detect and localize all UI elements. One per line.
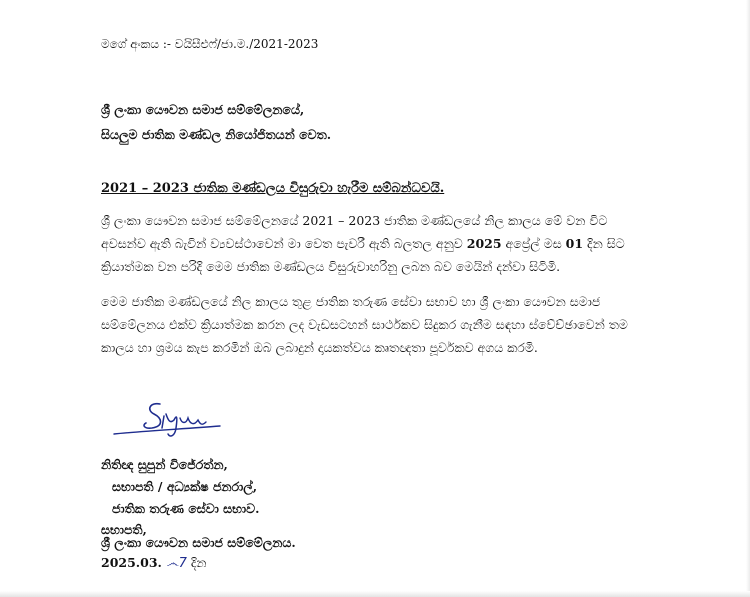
line-text: දින සිට bbox=[583, 236, 625, 251]
paragraph-1-line-3: ක්‍රියාත්මක වන පරිදි මෙම ජාතික මණ්ඩලය විසුරුවාහරිනු ලබන බව මෙයින් දන්වා සිටිමි. bbox=[101, 259, 561, 274]
line-text: අප්‍රේල් මස bbox=[501, 236, 566, 251]
page-edge-bottom bbox=[0, 591, 750, 597]
signatory-name: නිතිඥ සුපුන් විජේරත්න, bbox=[101, 457, 228, 472]
date-suffix: දින bbox=[186, 555, 207, 570]
letter-date bbox=[101, 555, 207, 572]
signatory-organization: ශ්‍රී ලංකා යෞවන සමාජ සම්මේලනය. bbox=[101, 535, 296, 550]
paragraph-2-line-3: කාලය හා ශ්‍රමය කැප කරමින් ඔබ ලබාදුන් දායකත්වය කෘතඥතා පූර්වකව අගය කරමි. bbox=[101, 340, 538, 355]
paragraph-1-line-1: ශ්‍රී ලංකා යෞවන සමාජ සම්මේලනයේ 2021 – 2023 ජාතික මණ්ඩලයේ නිල කාලය මේ වන විට bbox=[101, 213, 608, 228]
paragraph-1-line-2 bbox=[101, 236, 661, 259]
signatory-title-1: සභාපති / අධ්‍යක්ෂ ජනරාල්, bbox=[112, 479, 258, 494]
line-text: අවසන්ව ඇති බැවින් ව්‍යවස්ථාවෙන් මා වෙත පැවරී ඇති බලතල අනුව bbox=[101, 236, 467, 251]
page-edge-right bbox=[746, 0, 750, 597]
paragraph-1 bbox=[101, 213, 661, 282]
signatory-title-2: ජාතික තරුණ සේවා සභාව. bbox=[112, 501, 260, 516]
handwritten-signature bbox=[112, 398, 222, 448]
day-value: 01 bbox=[565, 236, 584, 251]
paragraph-2 bbox=[101, 294, 661, 363]
year-value: 2025 bbox=[466, 236, 502, 251]
paragraph-2-line-2: සම්මේලනය එක්ව ක්‍රියාත්මක කරන ලද වැඩසටහන් සාර්ථකව සිදුකර ගැනීම සඳහා ස්වේච්ඡාවෙන් තම bbox=[101, 317, 628, 332]
date-handwritten: ෴7 bbox=[166, 556, 187, 571]
date-printed: 2025.03. bbox=[101, 555, 162, 570]
addressee-line-2: සියලුම ජාතික මණ්ඩල නියෝජිතයන් වෙත. bbox=[101, 127, 332, 142]
signatory-title-3: සභාපති, bbox=[101, 522, 147, 537]
reference-number: මගේ අංකය :- වයිසීඑෆ්/ජා.ම./2021-2023 bbox=[101, 37, 319, 51]
addressee-line-1: ශ්‍රී ලංකා යෞවන සමාජ සම්මේලනයේ, bbox=[101, 102, 305, 117]
paragraph-2-line-1: මෙම ජාතික මණ්ඩලයේ නිල කාලය තුළ ජාතික තරුණ සේවා සභාව හා ශ්‍රී ලංකා යෞවන සමාජ bbox=[101, 294, 601, 309]
subject-heading: 2021 – 2023 ජාතික මණ්ඩලය විසුරුවා හැරීම සම්බන්ධවයි. bbox=[101, 181, 445, 196]
